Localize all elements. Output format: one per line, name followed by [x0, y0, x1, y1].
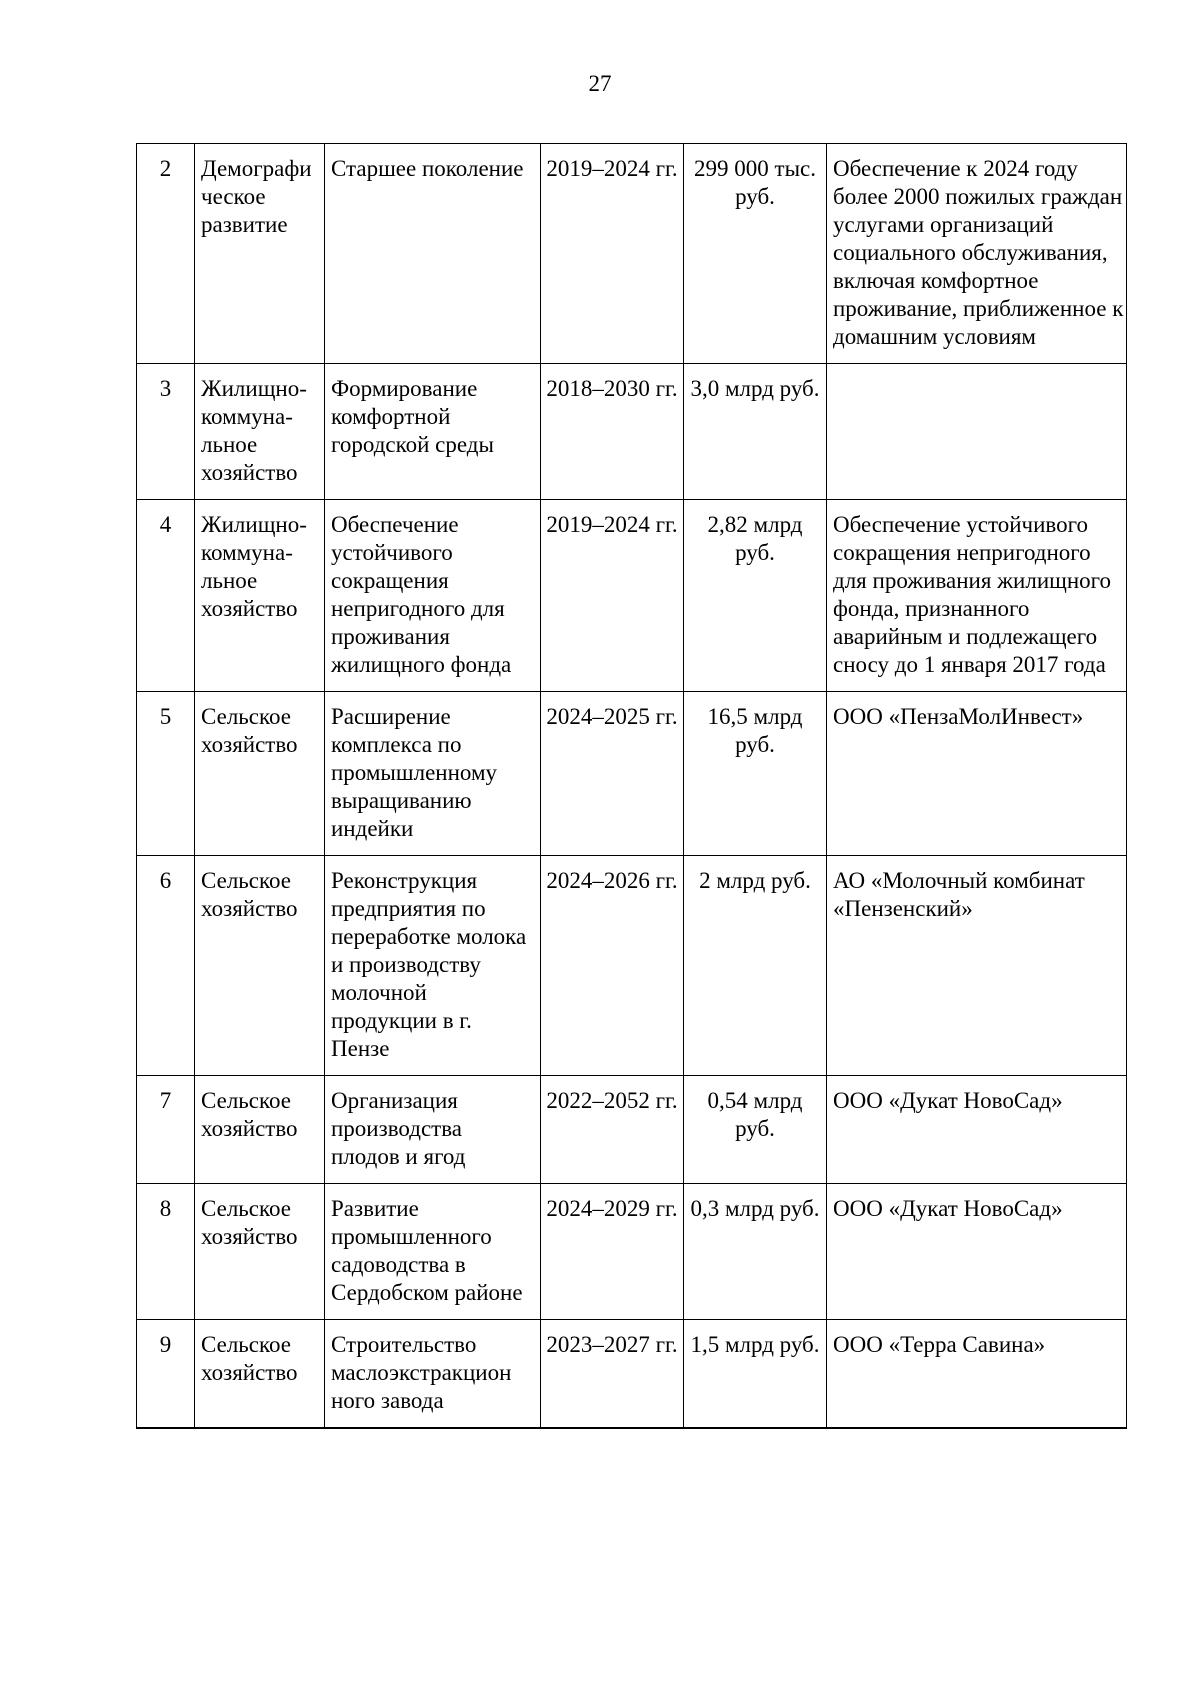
- table-row: [137, 1320, 1127, 1429]
- project-cell: Реконструкция предприятия по переработке молока и производству молочной продукции в г. Пензе: [325, 856, 541, 1076]
- table-row: [137, 692, 1127, 856]
- area-cell: Демографи ческое развитие: [195, 144, 325, 364]
- area-cell: Жилищно- коммуна- льное хозяйство: [195, 364, 325, 500]
- period-cell: 2018–2030 гг.: [541, 364, 684, 500]
- row-number-cell: 4: [137, 500, 195, 692]
- row-number-cell: 5: [137, 692, 195, 856]
- projects-table: [136, 143, 1127, 1429]
- period-cell: 2022–2052 гг.: [541, 1076, 684, 1184]
- result-cell: ООО «ПензаМолИнвест»: [827, 692, 1127, 856]
- project-cell: Развитие промышленного садоводства в Сердобском районе: [325, 1184, 541, 1320]
- area-cell: Сельское хозяйство: [195, 1184, 325, 1320]
- amount-cell: 0,3 млрд руб.: [684, 1184, 827, 1320]
- period-cell: 2024–2025 гг.: [541, 692, 684, 856]
- project-cell: Формирование комфортной городской среды: [325, 364, 541, 500]
- result-cell: ООО «Дукат НовоСад»: [827, 1184, 1127, 1320]
- amount-cell: 16,5 млрд руб.: [684, 692, 827, 856]
- table-row: [137, 1184, 1127, 1320]
- period-cell: 2023–2027 гг.: [541, 1320, 684, 1429]
- amount-cell: 2,82 млрд руб.: [684, 500, 827, 692]
- period-cell: 2024–2029 гг.: [541, 1184, 684, 1320]
- area-cell: Сельское хозяйство: [195, 1076, 325, 1184]
- row-number-cell: 8: [137, 1184, 195, 1320]
- project-cell: Строительство маслоэкстракцион ного завода: [325, 1320, 541, 1429]
- result-cell: АО «Молочный комбинат «Пензенский»: [827, 856, 1127, 1076]
- area-cell: Жилищно- коммуна- льное хозяйство: [195, 500, 325, 692]
- table-row: [137, 856, 1127, 1076]
- result-cell: Обеспечение к 2024 году более 2000 пожилых граждан услугами организаций социального обслуживания, включая комфортное проживание, приближенное к домашним условиям: [827, 144, 1127, 364]
- amount-cell: 2 млрд руб.: [684, 856, 827, 1076]
- table-row: [137, 1076, 1127, 1184]
- row-number-cell: 6: [137, 856, 195, 1076]
- result-cell: Обеспечение устойчивого сокращения непригодного для проживания жилищного фонда, признанного аварийным и подлежащего сносу до 1 января 2017 года: [827, 500, 1127, 692]
- amount-cell: 3,0 млрд руб.: [684, 364, 827, 500]
- area-cell: Сельское хозяйство: [195, 1320, 325, 1429]
- amount-cell: 299 000 тыс. руб.: [684, 144, 827, 364]
- project-cell: Расширение комплекса по промышленному выращиванию индейки: [325, 692, 541, 856]
- period-cell: 2019–2024 гг.: [541, 144, 684, 364]
- table-row: [137, 500, 1127, 692]
- result-cell: ООО «Терра Савина»: [827, 1320, 1127, 1429]
- row-number-cell: 7: [137, 1076, 195, 1184]
- result-cell: [827, 364, 1127, 500]
- period-cell: 2024–2026 гг.: [541, 856, 684, 1076]
- project-cell: Старшее поколение: [325, 144, 541, 364]
- row-number-cell: 3: [137, 364, 195, 500]
- period-cell: 2019–2024 гг.: [541, 500, 684, 692]
- project-cell: Организация производства плодов и ягод: [325, 1076, 541, 1184]
- table-row: [137, 144, 1127, 364]
- amount-cell: 1,5 млрд руб.: [684, 1320, 827, 1429]
- row-number-cell: 2: [137, 144, 195, 364]
- project-cell: Обеспечение устойчивого сокращения непригодного для проживания жилищного фонда: [325, 500, 541, 692]
- page-number: 27: [588, 71, 612, 96]
- amount-cell: 0,54 млрд руб.: [684, 1076, 827, 1184]
- result-cell: ООО «Дукат НовоСад»: [827, 1076, 1127, 1184]
- row-number-cell: 9: [137, 1320, 195, 1429]
- area-cell: Сельское хозяйство: [195, 692, 325, 856]
- table-row: [137, 364, 1127, 500]
- area-cell: Сельское хозяйство: [195, 856, 325, 1076]
